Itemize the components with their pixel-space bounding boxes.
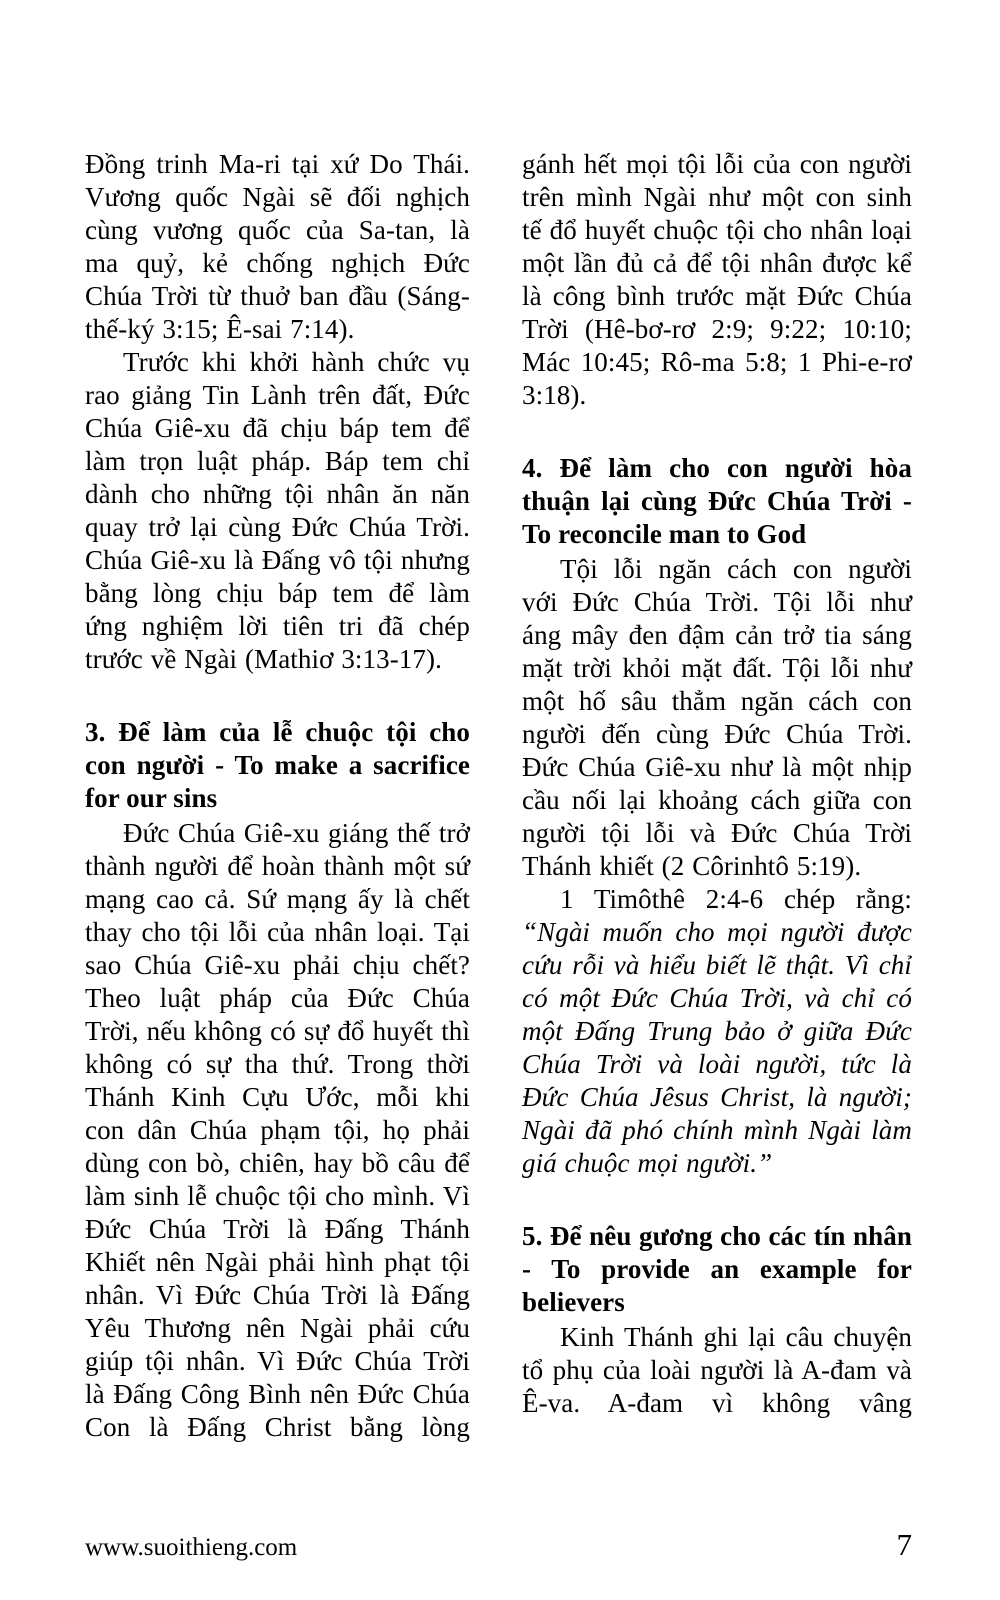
page-body — [85, 148, 912, 1444]
left-column — [85, 148, 470, 1444]
paragraph-example: Kinh Thánh ghi lại câu chuyện tổ phụ của loài người là A-đam và Ê-va. A-đam vì không vâng — [522, 1322, 912, 1418]
page-number: 7 — [896, 1527, 912, 1562]
paragraph-sacrifice: Đức Chúa Giê-xu giáng thế trở thành người để hoàn thành một sứ mạng cao cả. Sứ mạng ấy là chết thay cho tội lỗi của nhân loại. Tại sao Chúa Giê-xu phải chịu chết? Theo luật pháp của Đức Chúa Trời, nếu không có sự đổ huyết thì không có sự tha thứ. Trong thời Thánh Kinh Cựu Ước, mỗi khi con dân Chúa phạm tội, họ phải dùng con bò, chiên, hay bồ câu để làm sinh lễ chuộc tội cho mình. Vì Đức Chúa Trời là Đấng Thánh Khiết nên Ngài phải hình phạt tội nhân. Vì Đức Chúa Trời là Đấng Yêu Thương nên Ngài phải cứu giúp tội nhân. Vì Đức Chúa Trời là Đấng Công Bình nên Đức Chúa Con là Đấng Christ bằng lòng — [85, 818, 470, 1442]
section-heading-4: 4. Để làm cho con người hòa thuận lại cùng Đức Chúa Trời - To reconcile man to God — [522, 453, 912, 549]
paragraph-baptism: Trước khi khởi hành chức vụ rao giảng Tin Lành trên đất, Đức Chúa Giê-xu đã chịu báp tem để làm trọn luật pháp. Báp tem chỉ dành cho những tội nhân ăn năn quay trở lại cùng Đức Chúa Trời. Chúa Giê-xu là Đấng vô tội nhưng bằng lòng chịu báp tem để làm ứng nghiệm lời tiên tri đã chép trước về Ngài (Mathiơ 3:13-17). — [85, 347, 470, 674]
footer-website-text: www.suoithieng.com — [85, 1534, 298, 1561]
section-heading-5: 5. Để nêu gương cho các tín nhân - To provide an example for believers — [522, 1221, 912, 1317]
quote-text: “Ngài muốn cho mọi người được cứu rỗi và hiểu biết lẽ thật. Vì chỉ có một Đức Chúa Trời, và chỉ có một Đấng Trung bảo ở giữa Đức Chúa Trời và loài người, tức là Đức Chúa Jêsus Christ, là người; Ngài đã phó chính mình Ngài làm giá chuộc mọi người.” — [522, 917, 912, 1178]
page-footer — [85, 1528, 912, 1565]
quote-intro: 1 Timôthê 2:4-6 chép rằng: — [560, 884, 912, 914]
paragraph-scripture-quote — [522, 883, 912, 1180]
section-heading-3: 3. Để làm của lễ chuộc tội cho con người - To make a sacrifice for our sins — [85, 717, 470, 813]
paragraph-continuation: Đồng trinh Ma-ri tại xứ Do Thái. Vương quốc Ngài sẽ đối nghịch cùng vương quốc của Sa-tan, là ma quỷ, kẻ chống nghịch Đức Chúa Trời từ thuở ban đầu (Sáng-thế-ký 3:15; Ê-sai 7:14). — [85, 149, 470, 344]
paragraph-reconcile: Tội lỗi ngăn cách con người với Đức Chúa Trời. Tội lỗi như áng mây đen đậm cản trở tia sáng mặt trời khỏi mặt đất. Tội lỗi như một hố sâu thẳm ngăn cách con người đến cùng Đức Chúa Trời. Đức Chúa Giê-xu như là một nhịp cầu nối lại khoảng cách giữa con người tội lỗi và Đức Chúa Trời Thánh khiết (2 Côrinhtô 5:19). — [522, 554, 912, 881]
right-column — [522, 148, 912, 1444]
paragraph-continuation-right: gánh hết mọi tội lỗi của con người trên mình Ngài như một con sinh tế đổ huyết chuộc tội cho nhân loại một lần đủ cả để tội nhân được kể là công bình trước mặt Đức Chúa Trời (Hê-bơ-rơ 2:9; 9:22; 10:10; Mác 10:45; Rô-ma 5:8; 1 Phi-e-rơ 3:18). — [522, 149, 912, 410]
